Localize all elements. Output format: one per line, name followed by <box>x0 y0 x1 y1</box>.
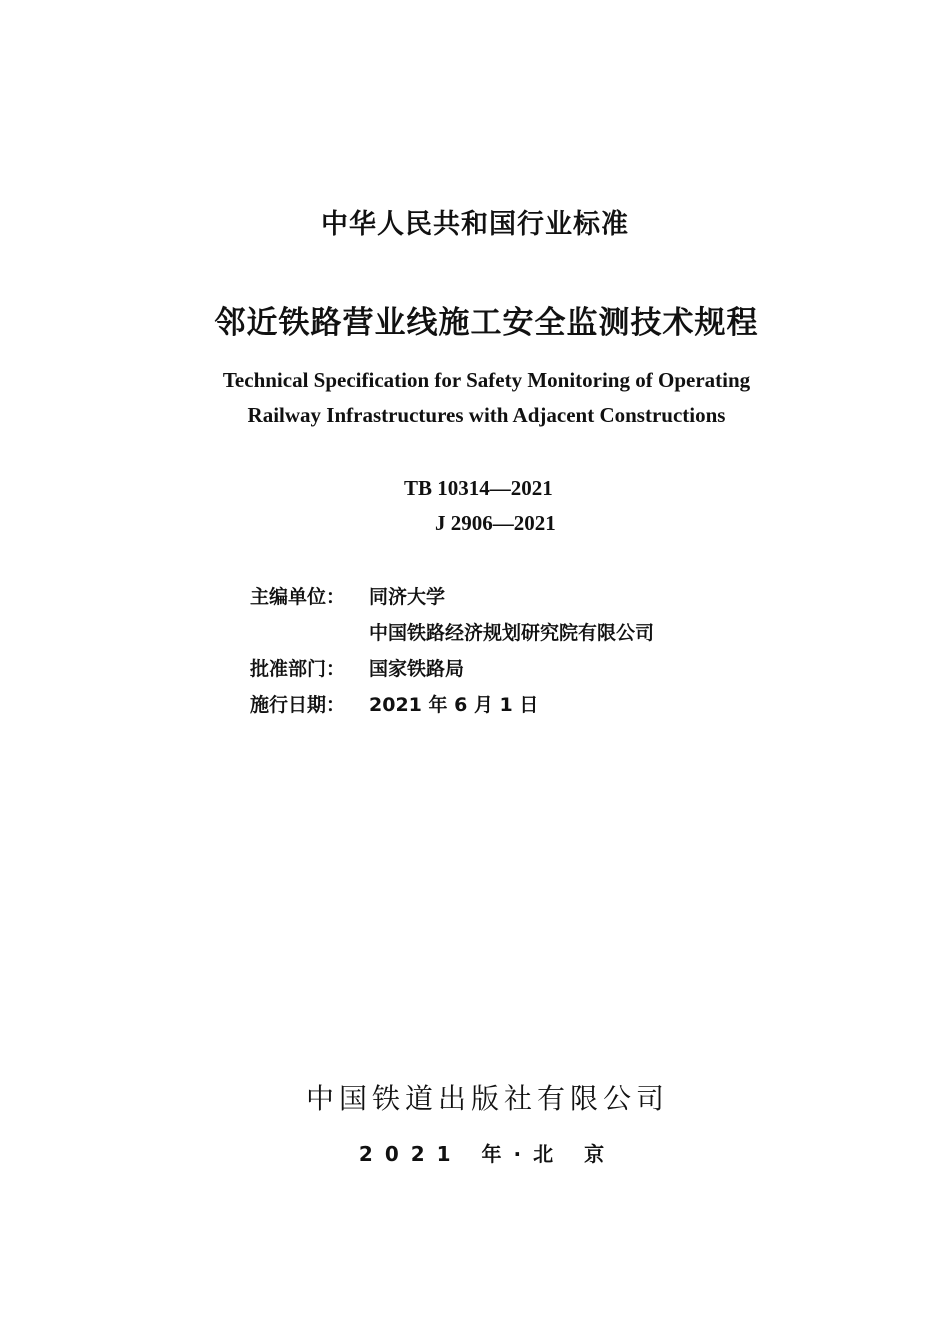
publisher-name: 中国铁道出版社有限公司 <box>305 1082 669 1115</box>
standard-category: 中华人民共和国行业标准 <box>321 209 629 240</box>
effective-date-label: 施行日期： <box>250 694 346 716</box>
title-chinese: 邻近铁路营业线施工安全监测技术规程 <box>214 305 759 341</box>
editor-label: 主编单位： <box>250 586 346 608</box>
approver-label: 批准部门： <box>250 658 346 680</box>
publication-place-date: 2021 年·北 京 <box>358 1142 617 1166</box>
effective-date-value: 2021 年 6 月 1 日 <box>369 694 539 716</box>
standard-code-tb: TB 10314—2021 <box>404 476 553 500</box>
editor-organization-1: 同济大学 <box>369 586 446 608</box>
editor-organization-2: 中国铁路经济规划研究院有限公司 <box>369 622 655 644</box>
standard-code-j: J 2906—2021 <box>435 511 556 535</box>
title-english-line-2: Railway Infrastructures with Adjacent Constructions <box>247 403 726 427</box>
approver-value: 国家铁路局 <box>369 658 465 680</box>
title-english-line-1: Technical Specification for Safety Monitoring of Operating <box>222 368 751 392</box>
